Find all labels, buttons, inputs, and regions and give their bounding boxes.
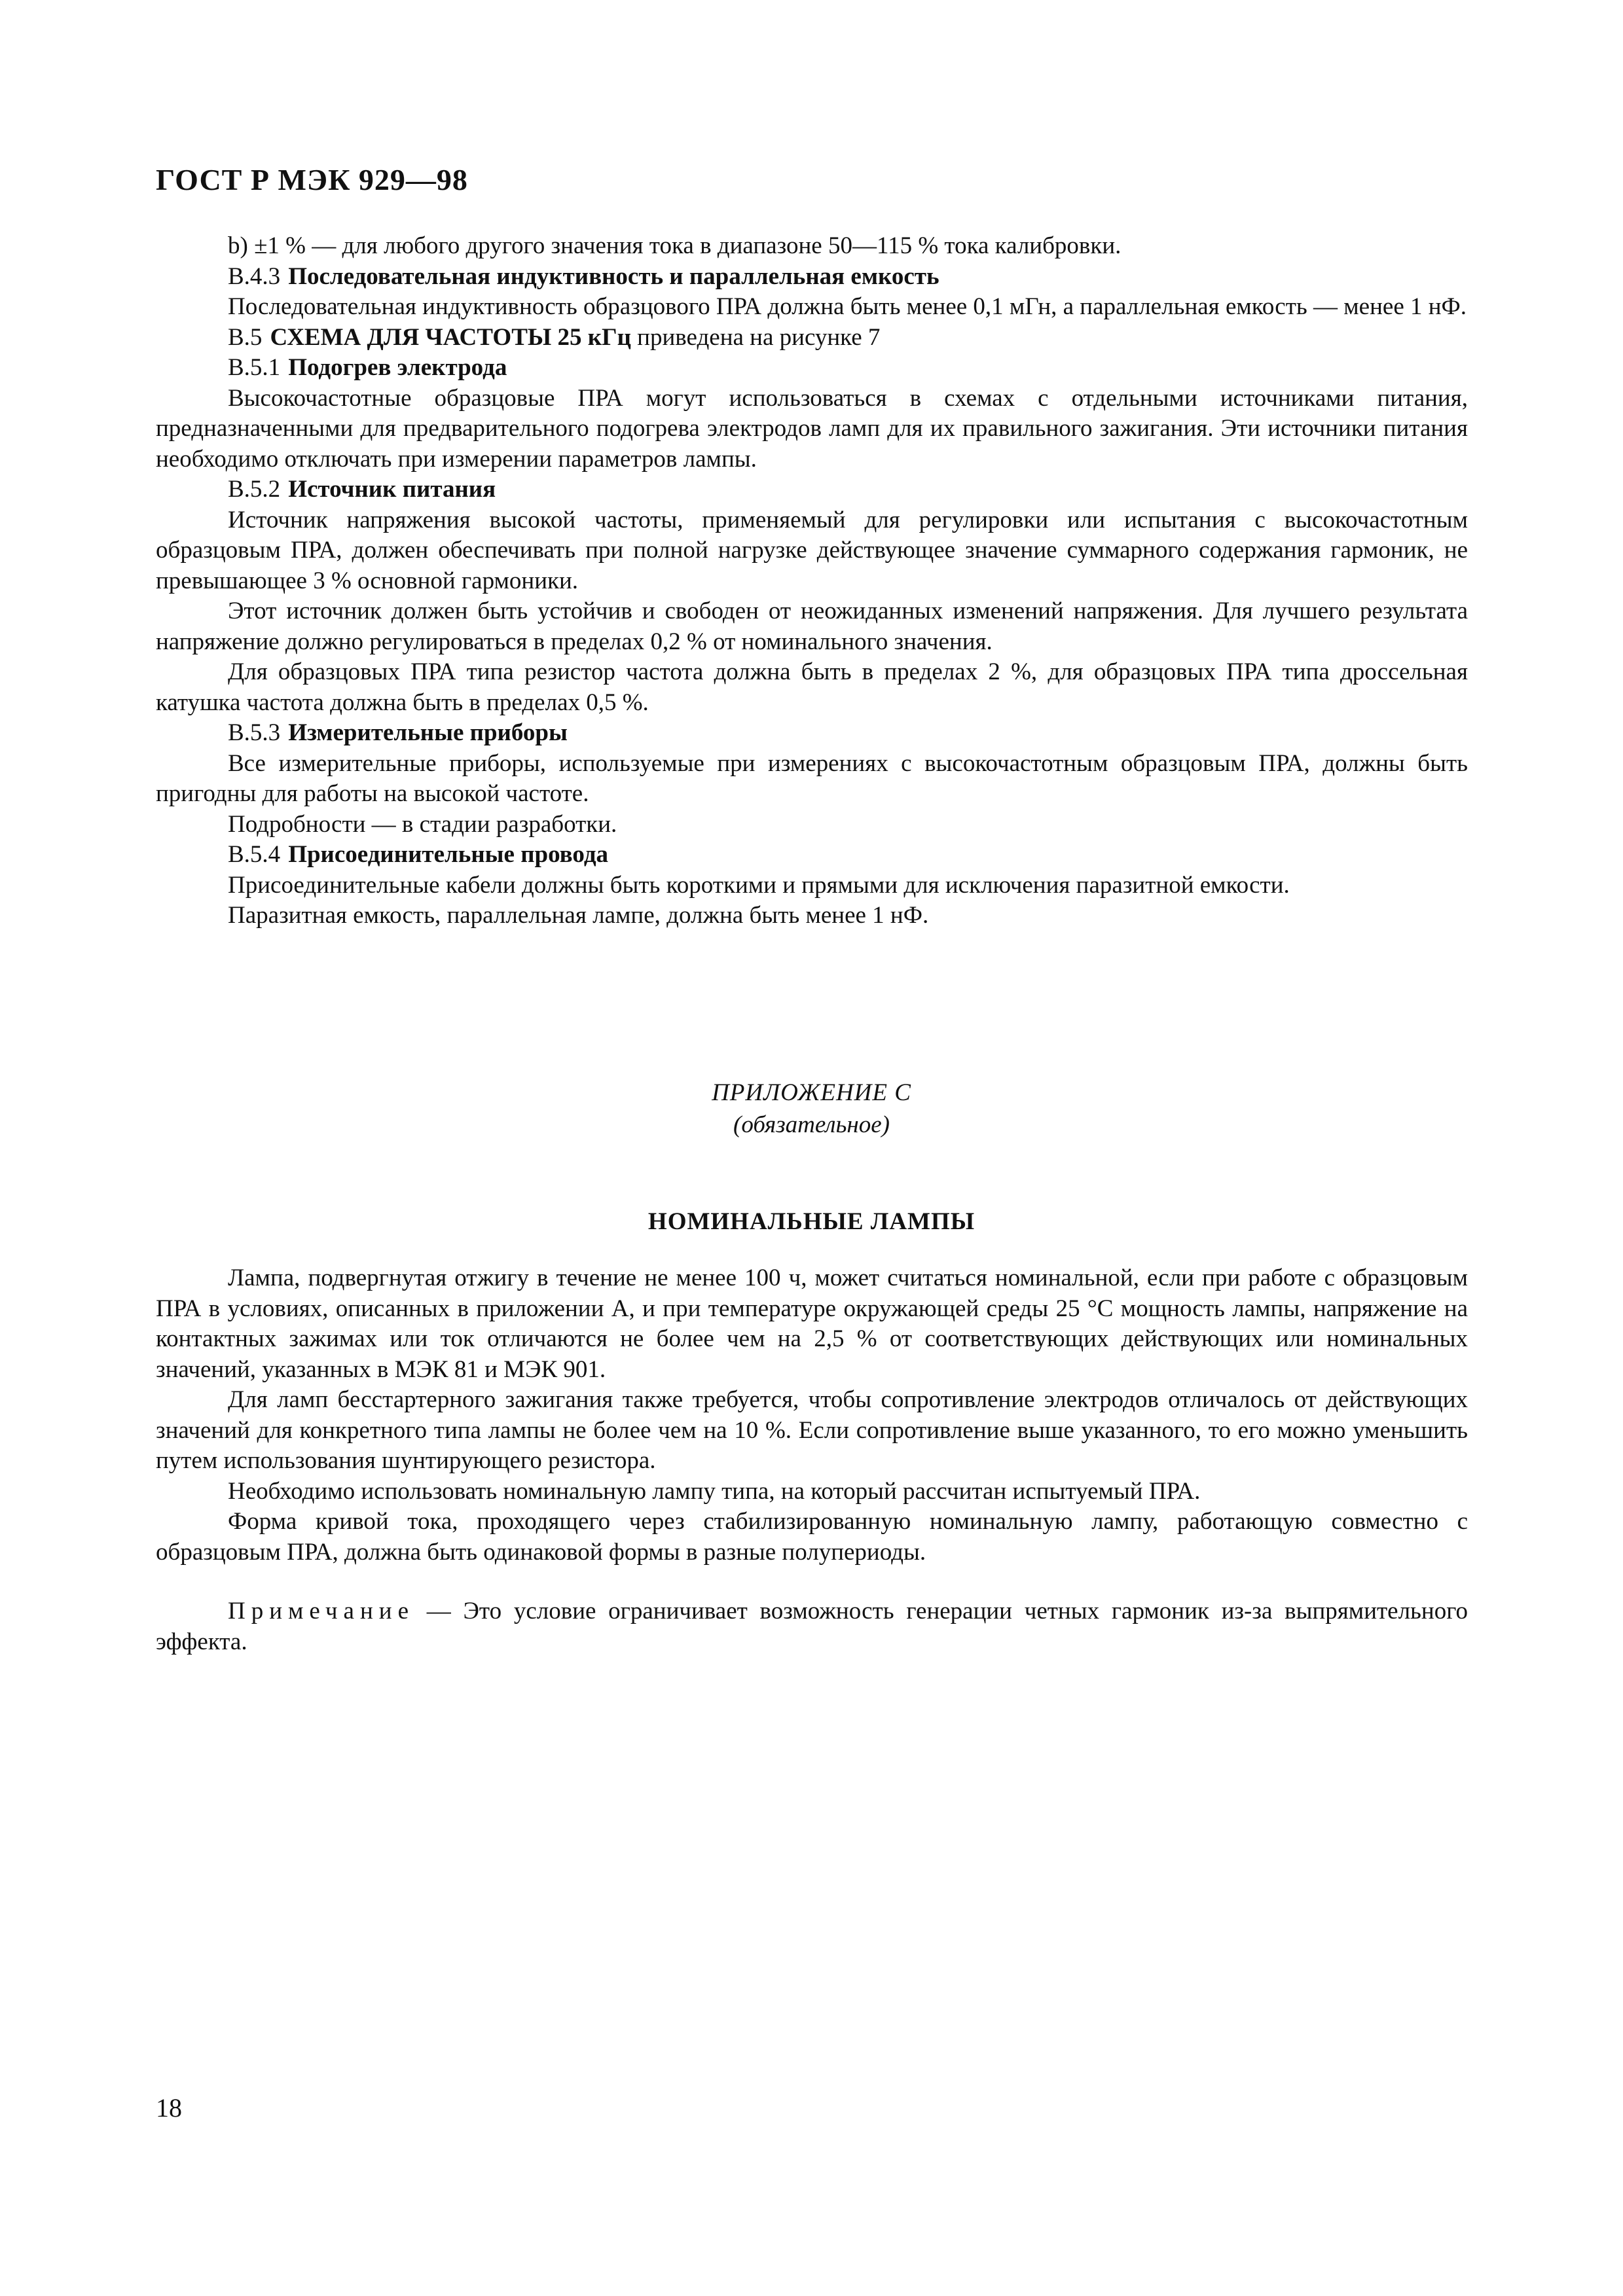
note-paragraph	[156, 1596, 1468, 1657]
subsection-number: В.5	[228, 323, 263, 351]
note-label: Примечание	[228, 1598, 414, 1624]
note-block	[156, 1596, 1468, 1657]
paragraph: Для образцовых ПРА типа резистор частота должна быть в пределах 2 %, для образцовых ПРА типа дроссельная катушка частота должна быть в пределах 0,5 %.	[156, 658, 1468, 716]
subsection-number: В.5.1	[228, 354, 281, 381]
subsection-number: В.4.3	[228, 262, 281, 290]
subsection-number: В.5.3	[228, 719, 281, 746]
subsection-heading-b53	[156, 718, 1468, 749]
appendix-status: (обязательное)	[733, 1111, 890, 1138]
paragraph: Паразитная емкость, параллельная лампе, должна быть менее 1 нФ.	[228, 902, 929, 929]
subsection-heading-b52	[156, 475, 1468, 505]
tolerance-item-b: b) ±1 % — для любого другого значения тока в диапазоне 50—115 % тока калибровки.	[228, 232, 1122, 259]
paragraph: Этот источник должен быть устойчив и свободен от неожиданных изменений напряжения. Для лучшего результата напряжение должно регулироваться в пределах 0,2 % от номинального значения.	[156, 598, 1468, 655]
document-header: ГОСТ Р МЭК 929—98	[156, 163, 468, 196]
paragraph: Для ламп бесстартерного зажигания также требуется, чтобы сопротивление электродов отличалось от действующих значений для конкретного типа лампы не более чем на 10 %. Если сопротивление выше указанного, то его можно уменьшить путем использования шунтирующего резистора.	[156, 1386, 1468, 1474]
subsection-title: Подогрев электрода	[288, 354, 507, 381]
page-number: 18	[156, 2093, 182, 2123]
paragraph: Последовательная индуктивность образцового ПРА должна быть менее 0,1 мГн, а параллельная емкость — менее 1 нФ.	[228, 293, 1467, 320]
section-b-text	[156, 231, 1468, 931]
subsection-title: Измерительные приборы	[288, 719, 568, 746]
paragraph: Источник напряжения высокой частоты, применяемый для регулировки или испытания с высокочастотным образцовым ПРА, должен обеспечивать при полной нагрузке действующее значение суммарного содержания гармоник, не превышающее 3 % основной гармоники.	[156, 506, 1468, 594]
subsection-title: СХЕМА ДЛЯ ЧАСТОТЫ 25 кГц	[270, 323, 631, 351]
subsection-title: Последовательная индуктивность и параллельная емкость	[288, 262, 939, 290]
paragraph: Присоединительные кабели должны быть короткими и прямыми для исключения паразитной емкости.	[228, 871, 1290, 899]
appendix-title: НОМИНАЛЬНЫЕ ЛАМПЫ	[647, 1208, 976, 1235]
paragraph: Необходимо использовать номинальную лампу типа, на который рассчитан испытуемый ПРА.	[228, 1477, 1201, 1505]
paragraph: Форма кривой тока, проходящего через стабилизированную номинальную лампу, работающую совместно с образцовым ПРА, должна быть одинаковой формы в разные полупериоды.	[156, 1508, 1468, 1566]
subsection-heading-b43	[156, 262, 1468, 293]
subsection-number: В.5.4	[228, 841, 281, 868]
subsection-number: В.5.2	[228, 476, 281, 503]
subsection-heading-b5	[156, 323, 1468, 353]
paragraph: Подробности — в стадии разработки.	[228, 810, 617, 838]
appendix-label: ПРИЛОЖЕНИЕ С	[712, 1079, 911, 1106]
subsection-heading-b51	[156, 353, 1468, 384]
note-text: — Это условие ограничивает возможность генерации четных гармоник из-за выпрямительного эффекта.	[156, 1598, 1468, 1655]
paragraph: Высокочастотные образцовые ПРА могут использоваться в схемах с отдельными источниками питания, предназначенными для предварительного подогрева электродов ламп для их правильного зажигания. Эти источники питания необходимо отключать при измерении параметров лампы.	[156, 384, 1468, 473]
paragraph: Все измерительные приборы, используемые при измерениях с высокочастотным образцовым ПРА, должны быть пригодны для работы на высокой частоте.	[156, 749, 1468, 807]
paragraph: Лампа, подвергнутая отжигу в течение не менее 100 ч, может считаться номинальной, если при работе с образцовым ПРА в условиях, описанных в приложении А, и при температуре окружающей среды 25 °С мощность лампы, напряжение на контактных зажимах или ток отличаются не более чем на 2,5 % от соответствующих действующих или номинальных значений, указанных в МЭК 81 и МЭК 901.	[156, 1265, 1468, 1383]
subsection-title-tail: приведена на рисунке 7	[630, 323, 881, 351]
subsection-heading-b54	[156, 840, 1468, 870]
subsection-title: Источник питания	[288, 476, 496, 503]
subsection-title: Присоединительные провода	[288, 841, 609, 868]
appendix-c-text	[156, 1263, 1468, 1568]
